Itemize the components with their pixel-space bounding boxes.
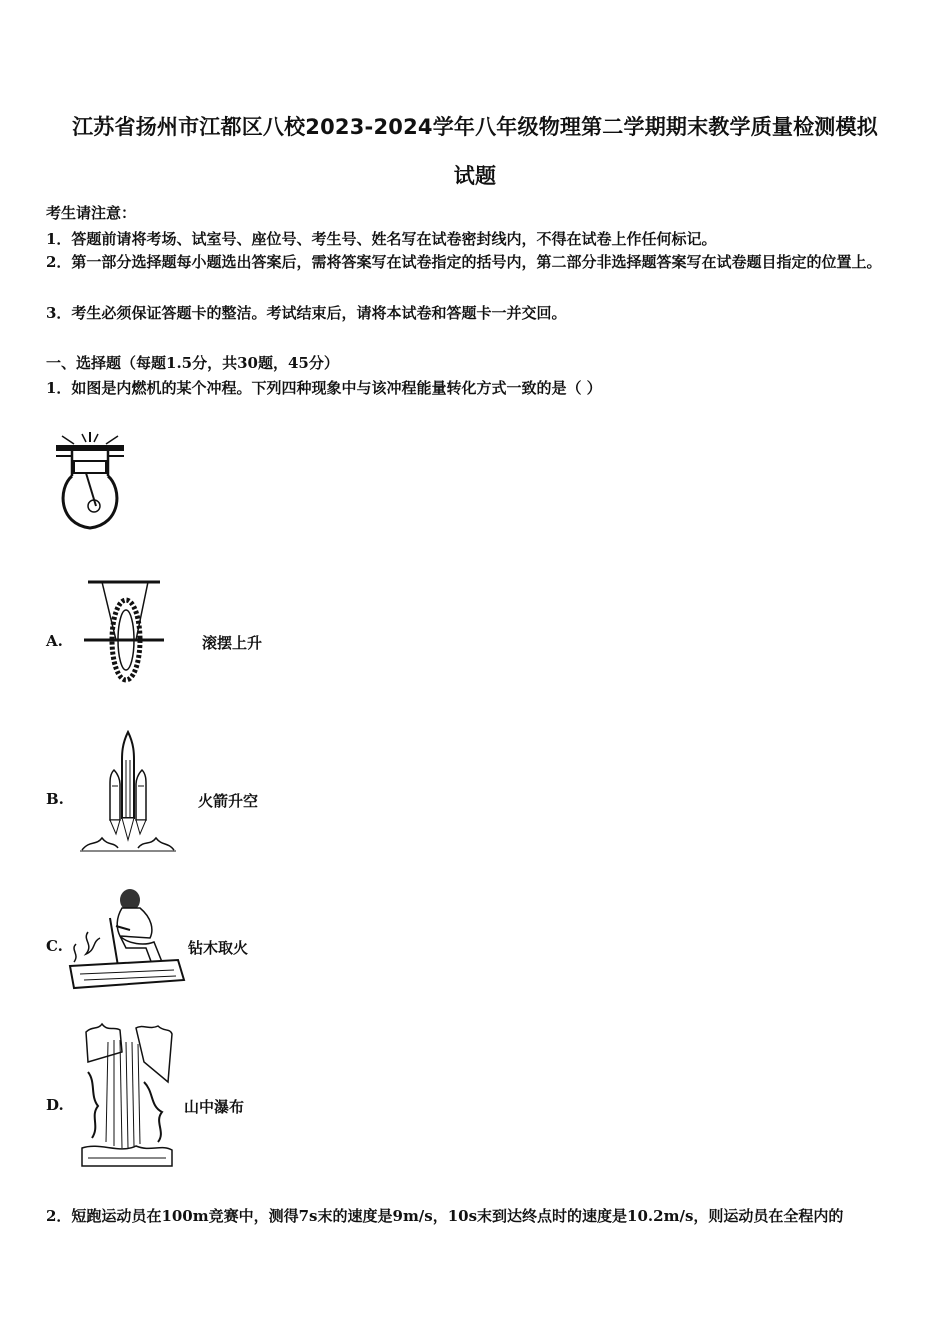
rocket-icon xyxy=(80,730,176,852)
notice-item-1: 1．答题前请将考场、试室号、座位号、考生号、姓名写在试卷密封线内，不得在试卷上作任何标记。 xyxy=(46,230,717,248)
maxwell-wheel-icon xyxy=(80,578,164,686)
exam-title-line1: 江苏省扬州市江都区八校2023-2024学年八年级物理第二学期期末教学质量检测模拟 xyxy=(72,115,878,139)
section-heading: 一、选择题（每题1.5分，共30题，45分） xyxy=(46,354,339,372)
option-d-text: 山中瀑布 xyxy=(184,1098,245,1116)
option-a-letter: A. xyxy=(46,632,63,650)
waterfall-icon xyxy=(80,1022,174,1168)
notice-item-2: 2．第一部分选择题每小题选出答案后，需将答案写在试卷指定的括号内，第二部分非选择题答案写在试卷题目指定的位置上。 xyxy=(46,253,882,271)
option-b-text: 火箭升空 xyxy=(198,792,259,810)
exam-title-line2: 试题 xyxy=(453,164,497,188)
option-d-letter: D. xyxy=(46,1096,64,1114)
option-c-text: 钻木取火 xyxy=(188,939,249,957)
notice-heading: 考生请注意： xyxy=(46,204,137,222)
option-c-letter: C. xyxy=(46,937,63,955)
question-2-stem: 2．短跑运动员在100m竞赛中，测得7s末的速度是9m/s，10s末到达终点时的速度是10.2m/s，则运动员在全程内的 xyxy=(46,1207,844,1225)
option-a-text: 滚摆上升 xyxy=(202,634,263,652)
notice-item-3: 3．考生必须保证答题卡的整洁。考试结束后，请将本试卷和答题卡一并交回。 xyxy=(46,304,567,322)
option-b-letter: B. xyxy=(46,790,64,808)
question-1-stem: 1．如图是内燃机的某个冲程。下列四种现象中与该冲程能量转化方式一致的是（ ） xyxy=(46,379,602,397)
wood-drilling-icon xyxy=(66,884,186,994)
engine-stroke-icon xyxy=(52,428,128,534)
